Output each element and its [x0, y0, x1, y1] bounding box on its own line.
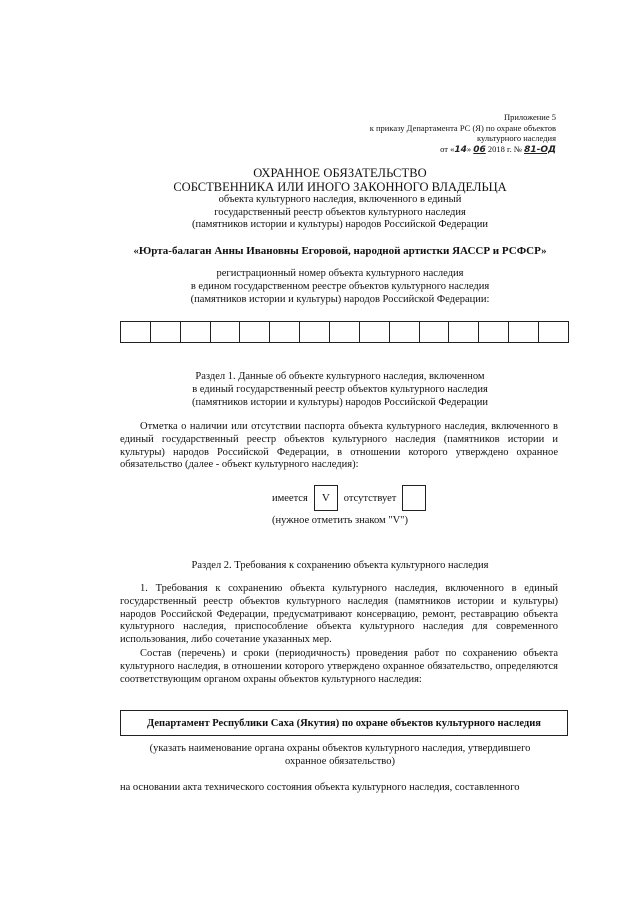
section2-heading: Раздел 2. Требования к сохранению объекта культурного наследия: [191, 560, 489, 571]
date-suffix: 2018 г. №: [485, 143, 522, 154]
department-note-line1: (указать наименование органа охраны объектов культурного наследия, утвердившего: [149, 743, 531, 754]
appendix-line3: культурного наследия: [476, 133, 556, 143]
registration-cell[interactable]: [270, 321, 300, 343]
department-note: [120, 742, 560, 768]
date-day-handwritten: 14: [454, 144, 467, 155]
registration-line1: регистрационный номер объекта культурного наследия: [216, 268, 464, 279]
registration-cell[interactable]: [300, 321, 330, 343]
registration-cell[interactable]: [151, 321, 181, 343]
registration-cell[interactable]: [449, 321, 479, 343]
registration-cell[interactable]: [240, 321, 270, 343]
title-line2: СОБСТВЕННИКА ИЛИ ИНОГО ЗАКОННОГО ВЛАДЕЛЬЦА: [173, 180, 507, 194]
registration-caption: [120, 268, 560, 306]
section1-line3: (памятников истории и культуры) народов Российской Федерации: [192, 396, 488, 408]
registration-cell[interactable]: [360, 321, 390, 343]
passport-checkbox-row: [272, 485, 432, 511]
basis-paragraph: на основании акта технического состояния объекта культурного наследия, составленного: [120, 782, 520, 793]
subtitle-line3: (памятников истории и культуры) народов Российской Федерации: [192, 219, 488, 230]
registration-cell[interactable]: [211, 321, 241, 343]
mark-note: (нужное отметить знаком "V"): [272, 515, 408, 526]
date-month-handwritten: 06: [473, 144, 486, 155]
section1-line2: в единый государственный реестр объектов культурного наследия: [192, 383, 488, 395]
registration-cell[interactable]: [181, 321, 211, 343]
department-field: [120, 710, 568, 736]
order-number-handwritten: 81-ОД: [524, 144, 556, 155]
title-line1: ОХРАННОЕ ОБЯЗАТЕЛЬСТВО: [253, 166, 427, 180]
requirements-paragraph1: 1. Требования к сохранению объекта культурного наследия, включенного в единый государственный реестр объектов культурного наследия (памятников истории и культуры) народов Российской Федерации, предусматривают консервацию, ремонт, реставрацию объекта культурного наследия, приспособление объекта культурного наследия для современного использования, либо сочетание указанных мер.: [120, 583, 558, 646]
requirements-paragraph2: Состав (перечень) и сроки (периодичность) проведения работ по сохранению объекта культурного наследия, в отношении которого утверждено охранное обязательство, определяются соответствующим органом охраны объектов культурного наследия:: [120, 648, 558, 685]
absent-checkbox[interactable]: [402, 485, 426, 511]
appendix-date-line: [316, 144, 556, 156]
registration-cell[interactable]: [539, 321, 569, 343]
department-name: Департамент Республики Саха (Якутия) по охране объектов культурного наследия: [147, 717, 541, 729]
absent-label: отсутствует: [343, 492, 397, 504]
date-prefix: от «: [440, 143, 455, 154]
title-subtitle: [120, 194, 560, 232]
object-name: «Юрта-балаган Анны Ивановны Егоровой, народной артистки ЯАССР и РСФСР»: [133, 245, 547, 257]
section1-line1: Раздел 1. Данные об объекте культурного наследия, включенном: [195, 371, 485, 382]
subtitle-line1: объекта культурного наследия, включенного в единый: [218, 194, 462, 205]
appendix-line2: к приказу Департамента РС (Я) по охране объектов: [369, 122, 556, 133]
exists-checkbox[interactable]: V: [314, 485, 338, 511]
subtitle-line2: государственный реестр объектов культурного наследия: [214, 206, 466, 218]
department-note-line2: охранное обязательство): [285, 756, 395, 767]
passport-paragraph: Отметка о наличии или отсутствии паспорта объекта культурного наследия, включенного в единый государственный реестр объектов культурного наследия (памятников истории и культуры) народов Российской Федерации, в отношении которого утверждено охранное обязательство (далее - объект культурного наследия):: [120, 421, 558, 471]
registration-cell[interactable]: [330, 321, 360, 343]
registration-cell[interactable]: [390, 321, 420, 343]
registration-cell[interactable]: [479, 321, 509, 343]
exists-label: имеется: [272, 492, 308, 504]
registration-cell[interactable]: [420, 321, 450, 343]
section1-heading: [120, 371, 560, 409]
date-mid: »: [466, 143, 474, 154]
registration-cell[interactable]: [121, 321, 151, 343]
registration-number-grid: [120, 321, 569, 343]
registration-line2: в едином государственном реестре объектов культурного наследия: [190, 280, 490, 292]
appendix-line1: Приложение 5: [504, 112, 556, 122]
appendix-header: [316, 112, 556, 155]
registration-cell[interactable]: [509, 321, 539, 343]
registration-line3: (памятников истории и культуры) народов Российской Федерации:: [190, 293, 490, 305]
